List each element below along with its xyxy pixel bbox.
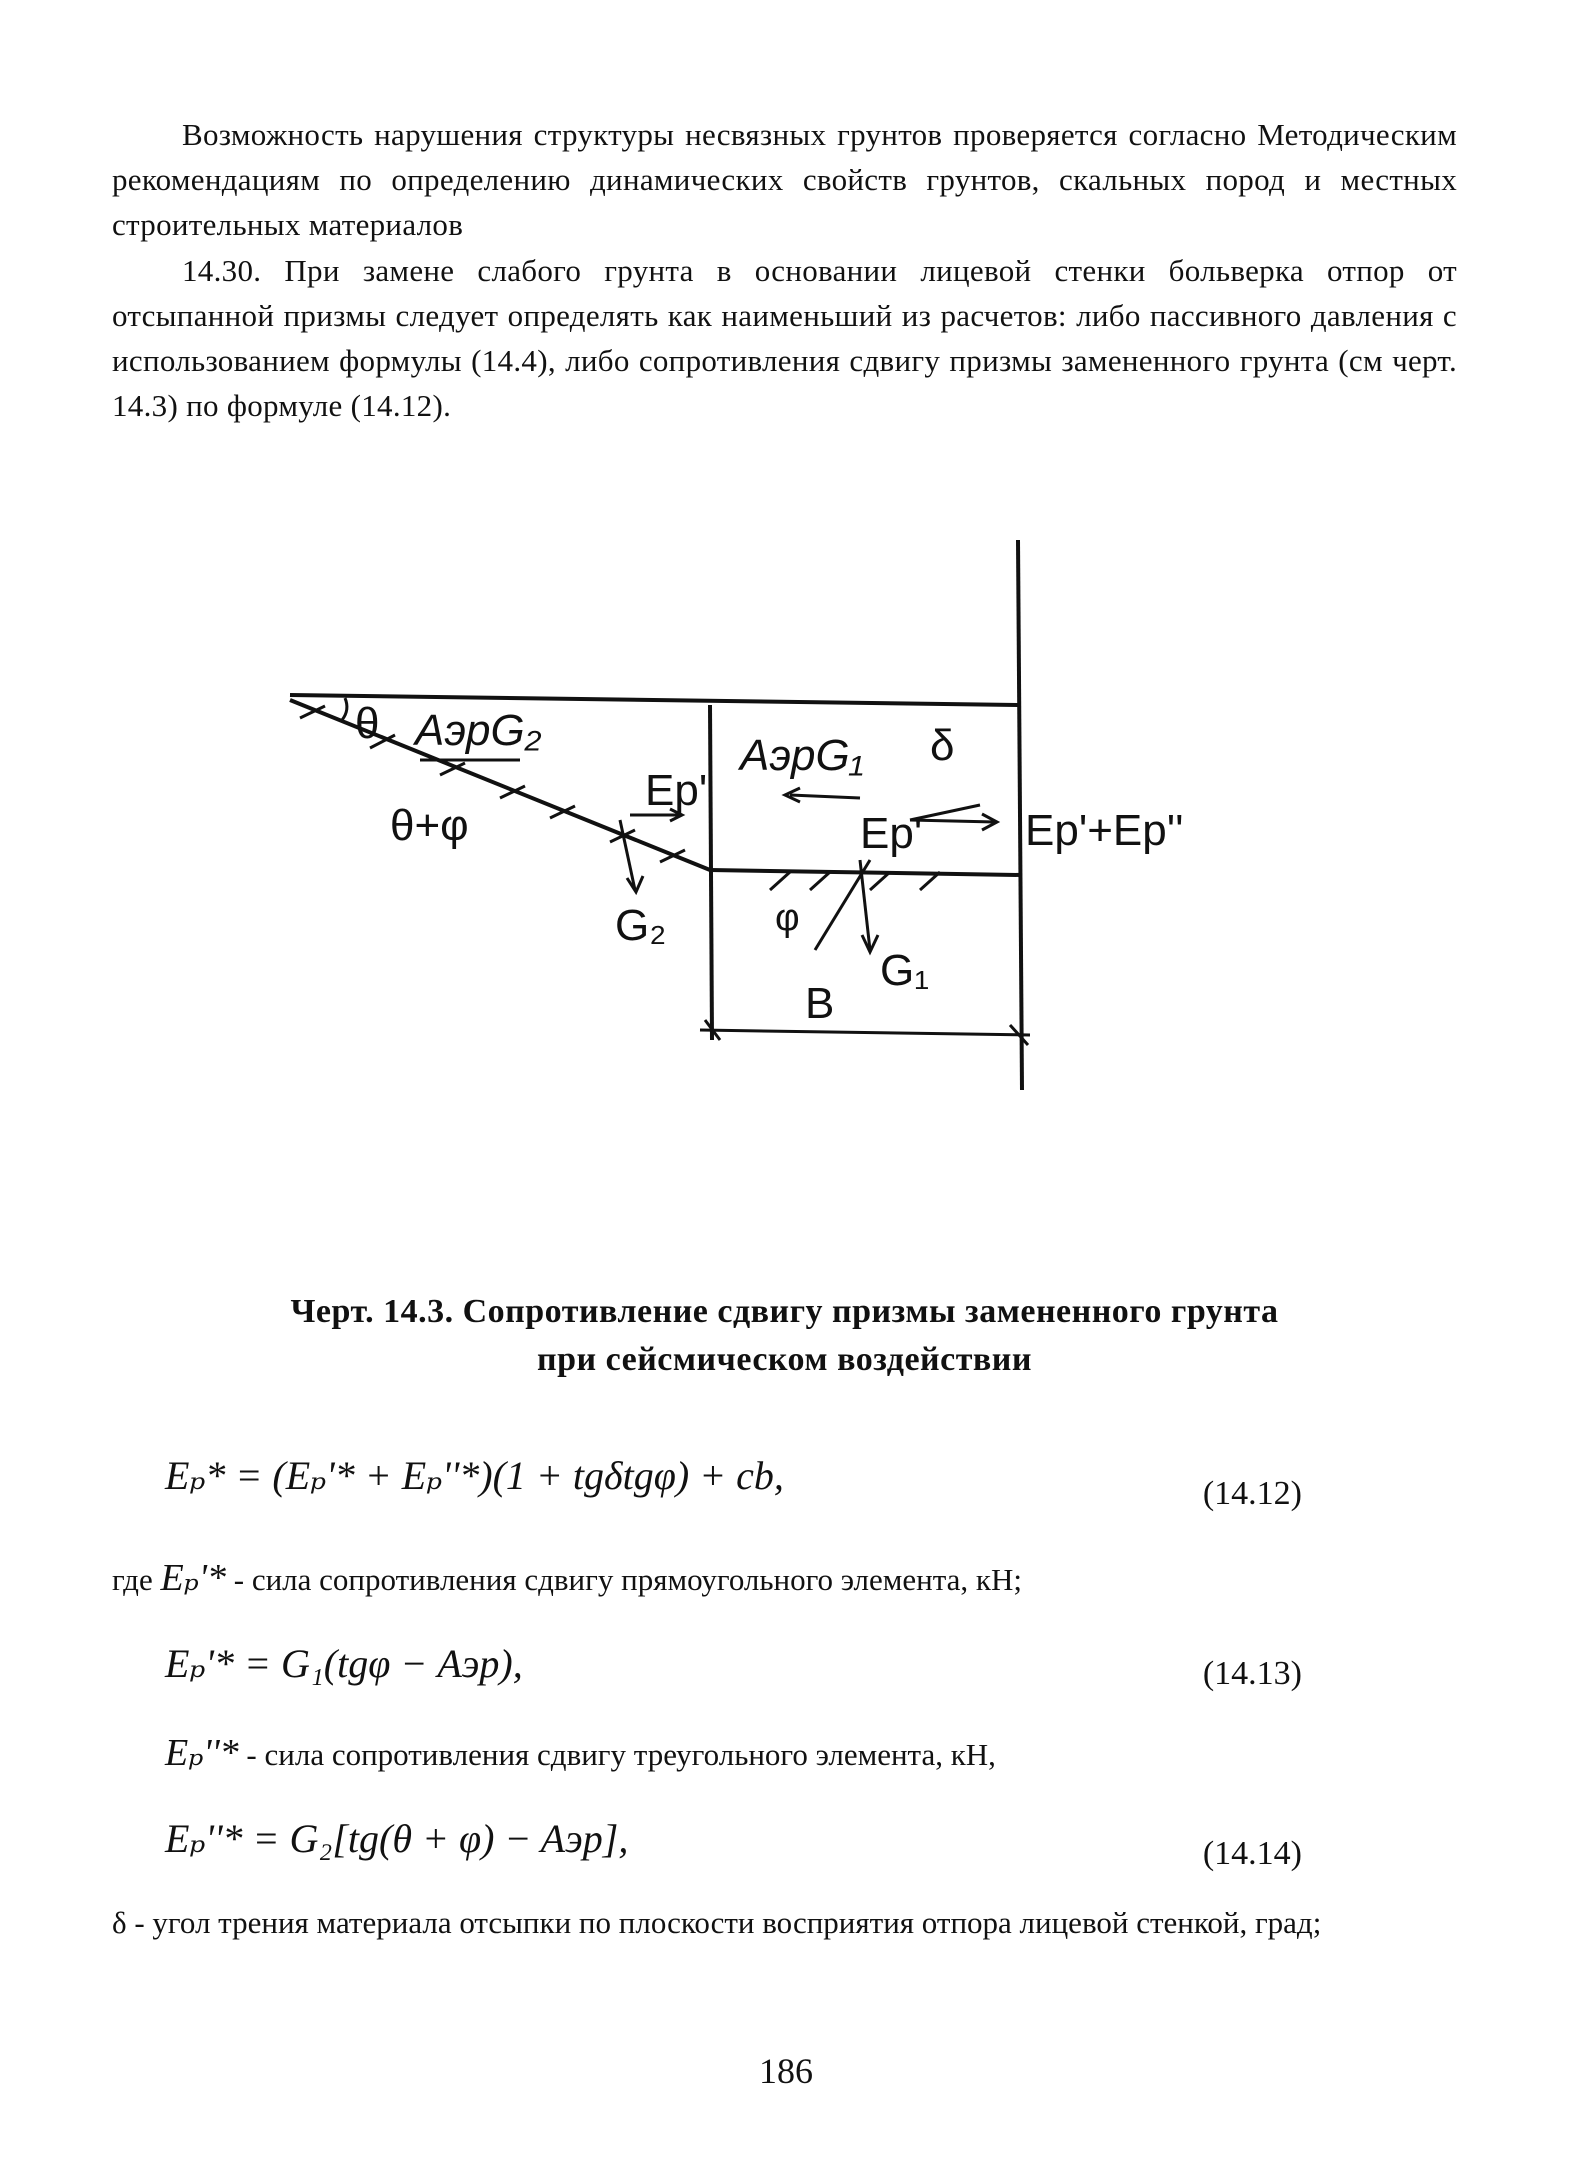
definition-symbol: Eₚ''* — [165, 1732, 239, 1774]
theta-arc — [342, 698, 347, 720]
label-ep-sum: Ep'+Ep'' — [1025, 806, 1184, 855]
caption-line-1: Черт. 14.3. Сопротивление сдвигу призмы замененного грунта — [290, 1293, 1279, 1330]
definition-delta: δ - угол трения материала отсыпки по плоскости восприятия отпора лицевой стенкой, град; — [112, 1905, 1322, 1940]
label-aerg2: AэрG₂ — [415, 706, 542, 755]
paragraph-structure-check: Возможность нарушения структуры несвязных грунтов проверяется согласно Методическим рекомендациям по определению динамических свойств грунтов, скальных пород и местных строительных материалов — [112, 117, 1457, 242]
label-aerg1: AэрG₁ — [740, 731, 864, 780]
label-g2: G₂ — [615, 901, 667, 950]
label-ep-left: Ep' — [645, 766, 708, 815]
formula-14-13: Eₚ'* = G₁(tgφ − Aэр), — [165, 1641, 523, 1686]
definition-prefix: где — [112, 1562, 153, 1597]
figure-caption — [112, 1288, 1457, 1384]
equation-number-14-14: (14.14) — [1202, 1835, 1302, 1872]
label-theta: θ — [355, 699, 380, 748]
label-b: B — [805, 979, 835, 1028]
label-g1: G₁ — [880, 946, 930, 995]
label-phi: φ — [775, 897, 800, 939]
definition-text: - сила сопротивления сдвигу прямоугольного элемента, кН; — [233, 1562, 1022, 1597]
formula-14-12: Eₚ* = (Eₚ'* + Eₚ''*)(1 + tgδtgφ) + cb, — [165, 1453, 784, 1498]
label-ep-right: Ep' — [860, 809, 923, 858]
equation-number-14-13: (14.13) — [1202, 1655, 1302, 1692]
definition-symbol: Eₚ'* — [160, 1557, 226, 1599]
label-delta: δ — [930, 721, 955, 770]
paragraph-14-30: 14.30. При замене слабого грунта в основании лицевой стенки больверка отпор от отсыпанной призмы следует определять как наименьший из расчетов: либо пассивного давления с использованием формулы (14.4), либо сопротивления сдвигу призмы замененного грунта (см черт. 14.3) по формуле (14.12). — [112, 253, 1457, 423]
equation-number-14-12: (14.12) — [1202, 1475, 1302, 1512]
top-surface-line — [290, 695, 1020, 705]
wall-line — [1018, 540, 1022, 1090]
definition-text: - сила сопротивления сдвигу треугольного элемента, кН, — [246, 1737, 996, 1772]
figure-14-3-diagram — [270, 530, 1220, 1090]
dimension-line — [700, 1030, 1030, 1035]
definition-tri-element — [165, 1730, 996, 1775]
label-theta-phi: θ+φ — [390, 801, 469, 850]
page-number: 186 — [759, 2051, 813, 2091]
definition-rect-element — [112, 1555, 1022, 1600]
caption-line-2: при сейсмическом воздействии — [537, 1341, 1032, 1378]
formula-14-14: Eₚ''* = G₂[tg(θ + φ) − Aэр], — [165, 1816, 629, 1861]
divider-line — [710, 705, 712, 1040]
